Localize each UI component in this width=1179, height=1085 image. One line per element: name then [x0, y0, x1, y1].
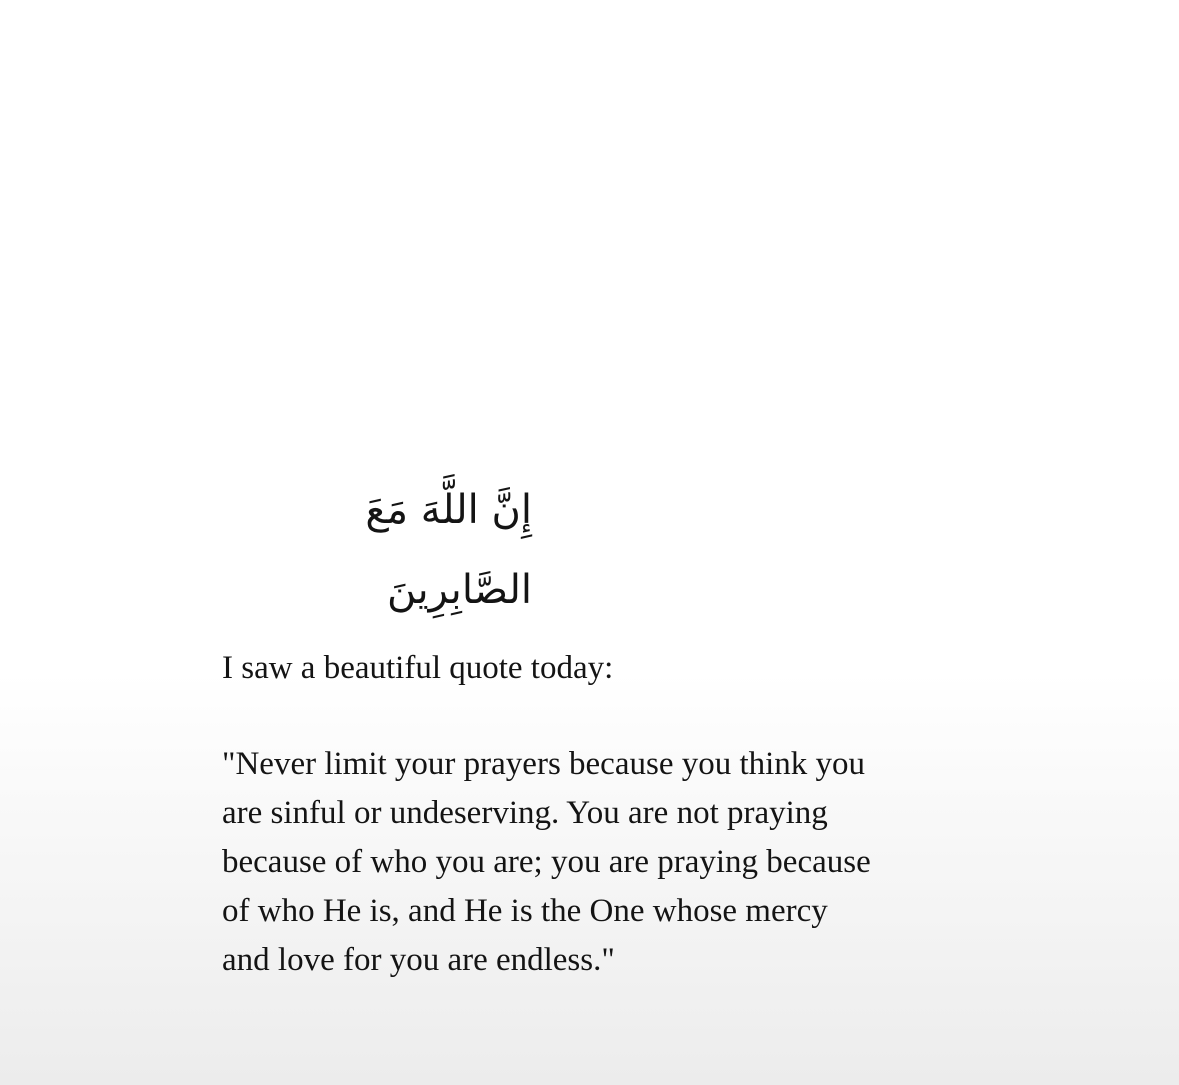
- quote-line: and love for you are endless.": [222, 942, 615, 978]
- quote-line: because of who you are; you are praying because: [222, 844, 871, 880]
- post-content: [222, 470, 982, 985]
- quote-block: [222, 740, 962, 985]
- quote-line: of who He is, and He is the One whose mercy: [222, 893, 828, 929]
- quote-line: are sinful or undeserving. You are not praying: [222, 795, 828, 831]
- intro-text: I saw a beautiful quote today:: [222, 650, 614, 686]
- quote-line: "Never limit your prayers because you think you: [222, 746, 866, 782]
- arabic-verse: إِنَّ اللَّهَ مَعَ الصَّابِرِينَ: [365, 487, 532, 613]
